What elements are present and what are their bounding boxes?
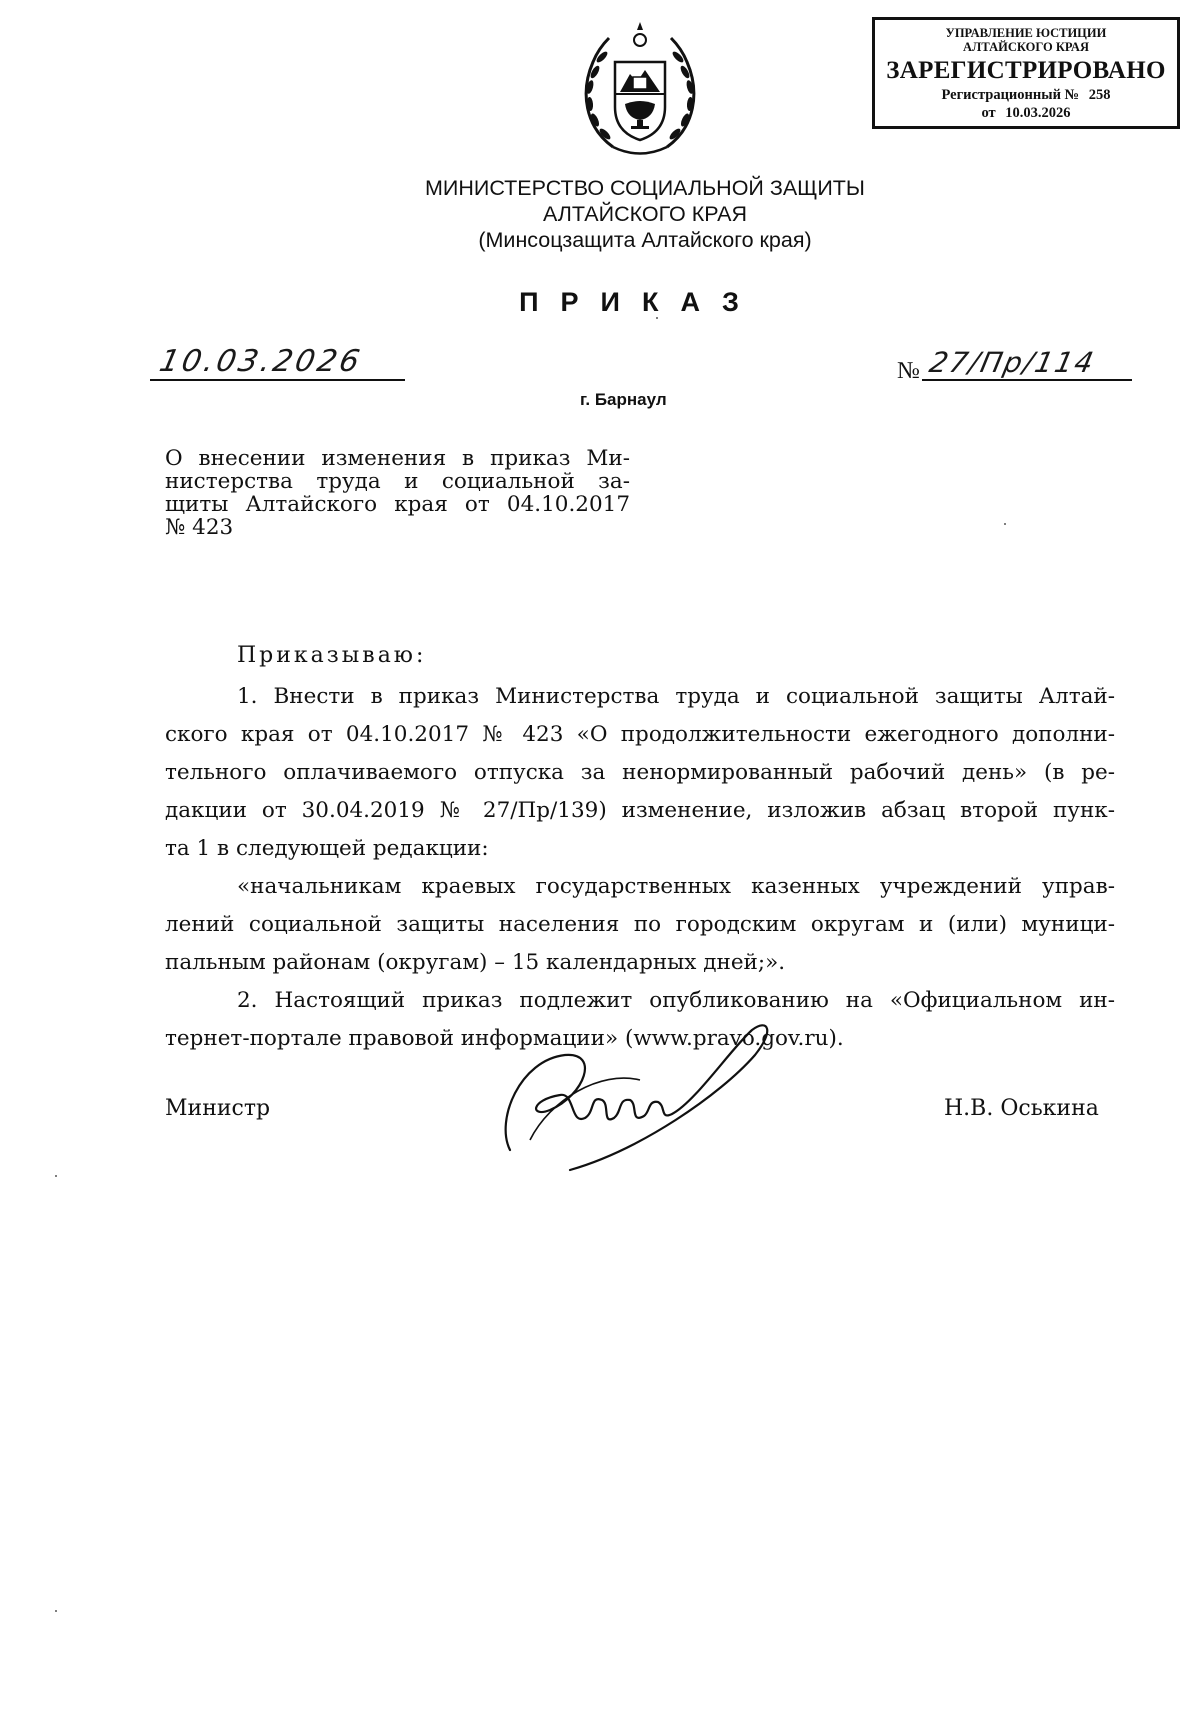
stamp-registration-number: 258 [1088, 87, 1111, 103]
quote-line1: «начальникам краевых государственных казенных учреждений управ- [237, 874, 1115, 899]
order-number-field [922, 345, 1132, 387]
scan-speck [1004, 523, 1006, 525]
ministry-short-name: (Минсоцзащита Алтайского края) [478, 228, 812, 252]
stamp-registration-label: Регистрационный № [941, 87, 1080, 103]
item1-line2: ского края от 04.10.2017 № 423 «О продолжительности ежегодного дополни- [165, 722, 1115, 747]
order-number-underline [922, 379, 1132, 381]
ministry-name-line1: МИНИСТЕРСТВО СОЦИАЛЬНОЙ ЗАЩИТЫ [425, 176, 865, 200]
ministry-header [300, 175, 990, 253]
stamp-department-line2: АЛТАЙСКОГО КРАЯ [963, 40, 1089, 54]
order-date-field [150, 345, 405, 387]
item2-line2: тернет-портале правовой информации» (www.pravo.gov.ru). [165, 1026, 844, 1051]
item1-line4: дакции от 30.04.2019 № 27/Пр/139) изменение, изложив абзац второй пунк- [165, 798, 1115, 823]
subject-line2: нистерства труда и социальной за- [165, 469, 630, 494]
orders-word: Приказываю: [237, 643, 427, 668]
stamp-registration-line [875, 86, 1177, 104]
altai-krai-coat-of-arms-icon [575, 22, 705, 162]
scan-speck [55, 1610, 57, 1612]
stamp-department-line1: УПРАВЛЕНИЕ ЮСТИЦИИ [945, 26, 1107, 40]
order-date-handwritten: 10.03.2026 [156, 344, 366, 379]
item2-line1: 2. Настоящий приказ подлежит опубликованию на «Официальном ин- [237, 988, 1115, 1013]
subject-line4: № 423 [165, 515, 234, 540]
ministry-name-line2: АЛТАЙСКОГО КРАЯ [542, 202, 748, 226]
stamp-date-line [875, 104, 1177, 122]
stamp-date-label: от [981, 105, 996, 121]
subject-line3: щиты Алтайского края от 04.10.2017 [165, 492, 630, 517]
signatory-position: Министр [165, 1096, 271, 1121]
stamp-date: 10.03.2026 [1005, 105, 1071, 121]
order-subject [165, 447, 630, 539]
order-title: ПРИКАЗ [519, 287, 761, 317]
scan-speck [55, 1175, 57, 1177]
order-item-1 [165, 678, 1115, 868]
quote-line3: пальным районам (округам) – 15 календарных дней;». [165, 950, 786, 975]
item1-line5: та 1 в следующей редакции: [165, 836, 489, 861]
scan-speck [656, 317, 658, 319]
stamp-status: ЗАРЕГИСТРИРОВАНО [886, 57, 1166, 84]
order-number-label: № [897, 358, 920, 384]
signatory-name: Н.В. Оськина [944, 1096, 1099, 1121]
order-quote [165, 868, 1115, 982]
handwritten-signature-icon [490, 1000, 780, 1180]
subject-line1: О внесении изменения в приказ Ми- [165, 446, 630, 471]
order-date-underline [150, 379, 405, 381]
item1-line1: 1. Внести в приказ Министерства труда и социальной защиты Алтай- [237, 684, 1115, 709]
registration-stamp [872, 17, 1180, 129]
order-number-handwritten: 27/Пр/114 [926, 346, 1099, 379]
order-city: г. Барнаул [580, 390, 667, 409]
item1-line3: тельного оплачиваемого отпуска за ненормированный рабочий день» (в ре- [165, 760, 1115, 785]
quote-line2: лений социальной защиты населения по городским округам и (или) муници- [165, 912, 1115, 937]
